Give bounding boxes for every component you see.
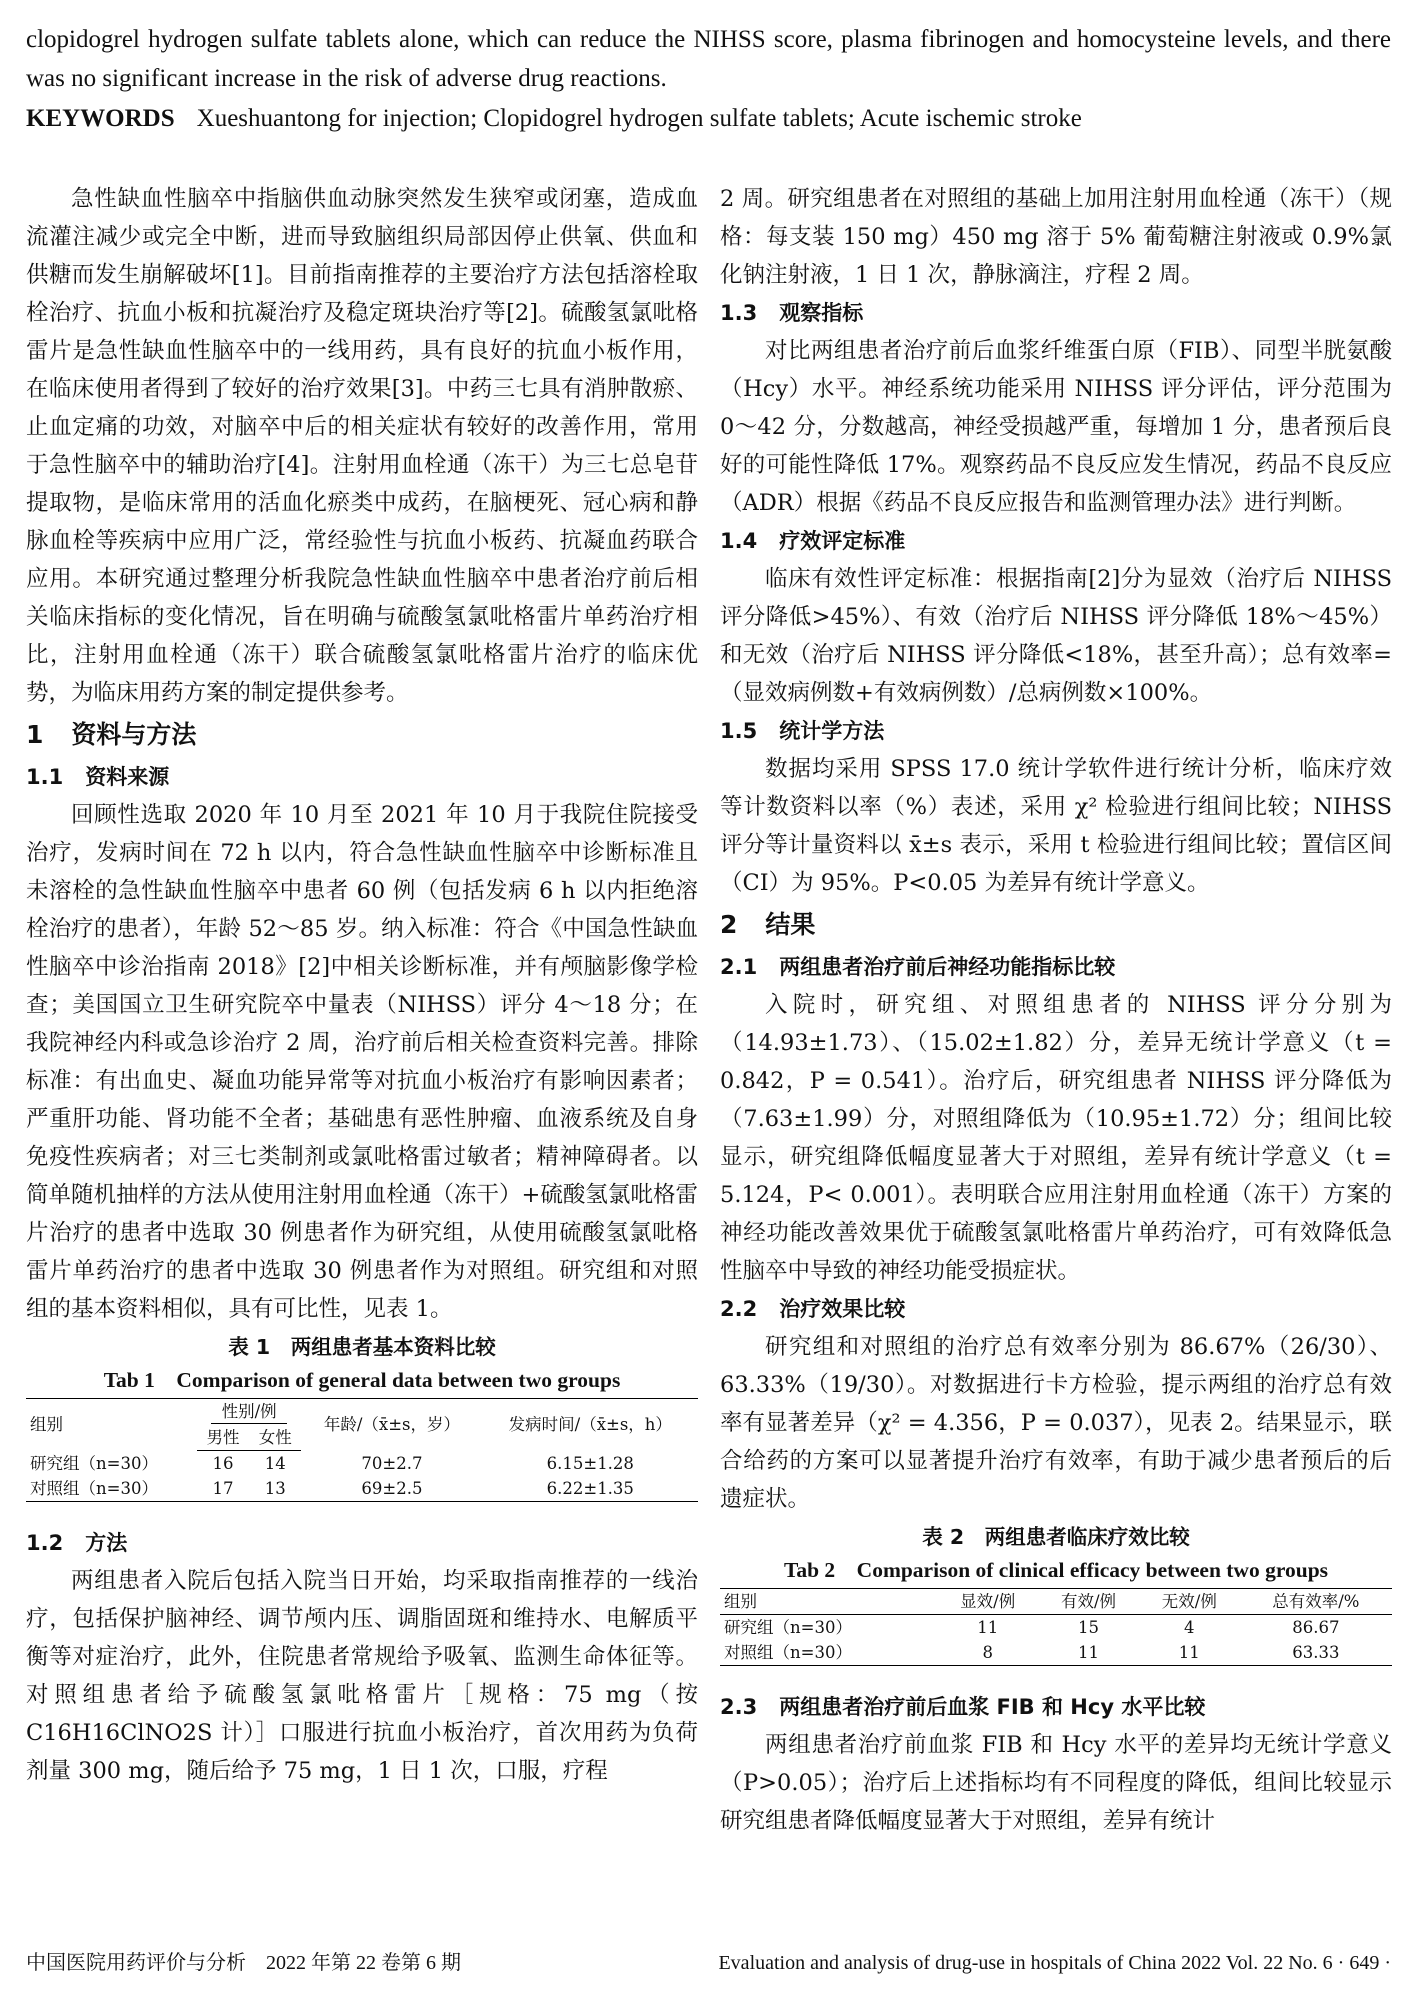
section-title: 疗效评定标准 xyxy=(779,529,906,553)
table-header: 组别 xyxy=(26,1399,197,1451)
table-cell: 6.15±1.28 xyxy=(546,1453,634,1473)
table-header: 年龄/（x̄±s，岁） xyxy=(301,1399,482,1451)
table-cell: 63.33 xyxy=(1240,1640,1392,1666)
keywords-text: Xueshuantong for injection; Clopidogrel hydrogen sulfate tablets; Acute ischemic stroke xyxy=(196,105,1082,132)
table-cell: 对照组（n=30） xyxy=(720,1640,937,1666)
table-1-caption-en: Tab 1 Comparison of general data between two groups xyxy=(103,1368,621,1392)
table-header: 组别 xyxy=(720,1589,937,1615)
data-source-paragraph: 回顾性选取 2020 年 10 月至 2021 年 10 月于我院住院接受治疗，发病时间在 72 h 以内，符合急性缺血性脑卒中诊断标准且未溶栓的急性缺血性脑卒中患者 60 例（包括发病 6 h 以内拒绝溶栓治疗的患者），年龄 52～85 岁。纳入标准：符合《中国急性缺血性脑卒中诊治指南 2018》[2]中相关诊断标准，并有颅脑影像学检查；美国国立卫生研究院卒中量表（NIHSS）评分 4～18 分；在我院神经内科或急诊治疗 2 周，治疗前后相关检查资料完善。排除标准：有出血史、凝血功能异常等对抗血小板治疗有影响因素者；严重肝功能、肾功能不全者；基础患有恶性肿瘤、血液系统及自身免疫性疾病者；对三七类制剂或氯吡格雷过敏者；精神障碍者。以简单随机抽样的方法从使用注射用血栓通（冻干）+硫酸氢氯吡格雷片治疗的患者中选取 30 例患者作为研究组，从使用硫酸氢氯吡格雷片单药治疗的患者中选取 30 例患者作为对照组。研究组和对照组的基本资料相似，具有可比性，见表 1。 xyxy=(26,802,698,1322)
table-2 xyxy=(720,1588,1392,1666)
section-title: 资料与方法 xyxy=(71,720,197,749)
table-1-caption-cn: 表 1 两组患者基本资料比较 xyxy=(228,1335,496,1359)
section-title: 两组患者治疗前后神经功能指标比较 xyxy=(779,955,1116,979)
criteria-paragraph: 临床有效性评定标准：根据指南[2]分为显效（治疗后 NIHSS 评分降低>45%）、有效（治疗后 NIHSS 评分降低 18%～45%）和无效（治疗后 NIHSS 评分降低<18%，甚至升高）；总有效率=（显效病例数+有效病例数）/总病例数×100%。 xyxy=(720,566,1392,706)
section-1-2-heading xyxy=(26,1524,698,1562)
table-cell: 11 xyxy=(977,1618,999,1637)
table-cell: 16 xyxy=(212,1454,234,1473)
footer-journal-cn: 中国医院用药评价与分析 2022 年第 22 卷第 6 期 xyxy=(26,1952,461,1974)
table-header: 总有效率/% xyxy=(1240,1589,1392,1615)
section-number: 1 xyxy=(26,720,44,749)
section-number: 1.2 xyxy=(26,1531,64,1555)
section-number: 1.5 xyxy=(720,719,758,743)
efficacy-results-paragraph: 研究组和对照组的治疗总有效率分别为 86.67%（26/30）、63.33%（19/30）。对数据进行卡方检验，提示两组的治疗总有效率有显著差异（χ² = 4.356，P = 0.037），见表 2。结果显示，联合给药的方案可以显著提升治疗有效率，有助于减少患者预后的后遗症状。 xyxy=(720,1334,1392,1512)
table-cell: 14 xyxy=(264,1454,286,1473)
section-1-heading xyxy=(26,715,698,755)
fib-hcy-paragraph: 两组患者治疗前血浆 FIB 和 Hcy 水平的差异均无统计学意义（P>0.05）；治疗后上述指标均有不同程度的降低，组间比较显示研究组患者降低幅度显著大于对照组，差异有统计 xyxy=(720,1732,1392,1834)
table-cell: 13 xyxy=(249,1476,301,1502)
table-header: 性别/例 xyxy=(197,1399,301,1426)
table-cell: 8 xyxy=(937,1640,1038,1666)
section-number: 1.3 xyxy=(720,301,758,325)
table-cell: 15 xyxy=(1078,1618,1099,1637)
table-row xyxy=(26,1451,698,1477)
table-cell: 11 xyxy=(1038,1640,1139,1666)
section-number: 2.3 xyxy=(720,1695,758,1719)
section-number: 1.1 xyxy=(26,765,64,789)
section-title: 两组患者治疗前后血浆 FIB 和 Hcy 水平比较 xyxy=(779,1695,1206,1719)
section-title: 结果 xyxy=(765,910,816,939)
left-column xyxy=(26,180,698,1790)
intro-paragraph: 急性缺血性脑卒中指脑供血动脉突然发生狭窄或闭塞，造成血流灌注减少或完全中断，进而导致脑组织局部因停止供氧、供血和供糖而发生崩解破坏[1]。目前指南推荐的主要治疗方法包括溶栓取栓治疗、抗血小板和抗凝治疗及稳定斑块治疗等[2]。硫酸氢氯吡格雷片是急性缺血性脑卒中的一线用药，具有良好的抗血小板作用，在临床使用者得到了较好的治疗效果[3]。中药三七具有消肿散瘀、止血定痛的功效，对脑卒中后的相关症状有较好的改善作用，常用于急性脑卒中的辅助治疗[4]。注射用血栓通（冻干）为三七总皂苷提取物，是临床常用的活血化瘀类中成药，在脑梗死、冠心病和静脉血栓等疾病中应用广泛，常经验性与抗血小板药、抗凝血药联合应用。本研究通过整理分析我院急性缺血性脑卒中患者治疗前后相关临床指标的变化情况，旨在明确与硫酸氢氯吡格雷片单药治疗相比，注射用血栓通（冻干）联合硫酸氢氯吡格雷片治疗的临床优势，为临床用药方案的制定提供参考。 xyxy=(26,186,698,706)
table-cell: 69±2.5 xyxy=(301,1476,482,1502)
section-title: 观察指标 xyxy=(779,301,864,325)
table-header: 男性 xyxy=(197,1425,249,1451)
section-title: 方法 xyxy=(85,1531,128,1555)
table-header: 有效/例 xyxy=(1038,1589,1139,1615)
table-cell: 对照组（n=30） xyxy=(26,1476,197,1502)
table-cell: 4 xyxy=(1184,1618,1195,1637)
table-cell: 11 xyxy=(1139,1640,1240,1666)
table-row xyxy=(720,1615,1392,1641)
table-cell: 研究组（n=30） xyxy=(30,1453,158,1473)
table-2-caption-en: Tab 2 Comparison of clinical efficacy between two groups xyxy=(783,1558,1329,1582)
section-1-4-heading xyxy=(720,522,1392,560)
table-1 xyxy=(26,1398,698,1502)
section-2-2-heading xyxy=(720,1290,1392,1328)
section-number: 2.2 xyxy=(720,1297,758,1321)
table-row xyxy=(720,1640,1392,1666)
section-title: 治疗效果比较 xyxy=(779,1297,906,1321)
keywords-label: KEYWORDS xyxy=(26,105,175,132)
methods-paragraph: 两组患者入院后包括入院当日开始，均采取指南推荐的一线治疗，包括保护脑神经、调节颅内压、调脂固斑和维持水、电解质平衡等对症治疗，此外，住院患者常规给予吸氧、监测生命体征等。对照组患者给予硫酸氢氯吡格雷片［规格：75 mg（按 C16H16ClNO2S 计）］口服进行抗血小板治疗，首次用药为负荷剂量 300 mg，随后给予 75 mg，1 日 1 次，口服，疗程 xyxy=(26,1568,698,1784)
table-header: 无效/例 xyxy=(1139,1589,1240,1615)
table-header: 显效/例 xyxy=(937,1589,1038,1615)
table-cell: 研究组（n=30） xyxy=(724,1618,852,1637)
table-row xyxy=(26,1476,698,1502)
indicators-paragraph: 对比两组患者治疗前后血浆纤维蛋白原（FIB）、同型半胱氨酸（Hcy）水平。神经系统功能采用 NIHSS 评分评估，评分范围为 0～42 分，分数越高，神经受损越严重，每增加 1 分，患者预后良好的可能性降低 17%。观察药品不良反应发生情况，药品不良反应（ADR）根据《药品不良反应报告和监测管理办法》进行判断。 xyxy=(720,338,1392,516)
table-cell: 17 xyxy=(197,1476,249,1502)
section-2-1-heading xyxy=(720,948,1392,986)
section-number: 2 xyxy=(720,910,738,939)
section-number: 2.1 xyxy=(720,955,758,979)
section-1-1-heading xyxy=(26,758,698,796)
section-2-3-heading xyxy=(720,1688,1392,1726)
table-header: 女性 xyxy=(249,1425,301,1451)
methods-continued-paragraph: 2 周。研究组患者在对照组的基础上加用注射用血栓通（冻干）（规格：每支装 150 mg）450 mg 溶于 5% 葡萄糖注射液或 0.9%氯化钠注射液，1 日 1 次，静脉滴注，疗程 2 周。 xyxy=(720,186,1392,288)
section-2-heading xyxy=(720,905,1392,945)
neuro-results-paragraph: 入院时，研究组、对照组患者的 NIHSS 评分分别为（14.93±1.73）、（15.02±1.82）分，差异无统计学意义（t = 0.842，P = 0.541）。治疗后，研究组患者 NIHSS 评分降低为（7.63±1.99）分，对照组降低为（10.95±1.72）分；组间比较显示，研究组降低幅度显著大于对照组，差异有统计学意义（t = 5.124，P< 0.001）。表明联合应用注射用血栓通（冻干）方案的神经功能改善效果优于硫酸氢氯吡格雷片单药治疗，可有效降低急性脑卒中导致的神经功能受损症状。 xyxy=(720,992,1392,1284)
keywords-line xyxy=(26,98,1391,140)
footer-journal-en: Evaluation and analysis of drug-use in hospitals of China 2022 Vol. 22 No. 6 · 649 · xyxy=(718,1952,1391,1974)
table-cell: 86.67 xyxy=(1292,1618,1340,1637)
table-2-caption-cn: 表 2 两组患者临床疗效比较 xyxy=(922,1525,1190,1549)
section-1-5-heading xyxy=(720,712,1392,750)
section-number: 1.4 xyxy=(720,529,758,553)
section-1-3-heading xyxy=(720,294,1392,332)
table-header: 发病时间/（x̄±s，h） xyxy=(483,1399,698,1451)
abstract-end-text: clopidogrel hydrogen sulfate tablets alone, which can reduce the NIHSS score, plasma fibrinogen and homocysteine levels, and there was no significant increase in the risk of adverse drug reactions. xyxy=(26,26,1391,92)
abstract-end-block xyxy=(26,20,1391,140)
section-title: 统计学方法 xyxy=(779,719,885,743)
statistics-paragraph: 数据均采用 SPSS 17.0 统计学软件进行统计分析，临床疗效等计数资料以率（%）表述，采用 χ² 检验进行组间比较；NIHSS 评分等计量资料以 x̄±s 表示，采用 t 检验进行组间比较；置信区间（CI）为 95%。P<0.05 为差异有统计学意义。 xyxy=(720,756,1392,896)
table-cell: 70±2.7 xyxy=(361,1453,423,1473)
right-column xyxy=(720,180,1392,1840)
table-cell: 6.22±1.35 xyxy=(483,1476,698,1502)
section-title: 资料来源 xyxy=(85,765,170,789)
